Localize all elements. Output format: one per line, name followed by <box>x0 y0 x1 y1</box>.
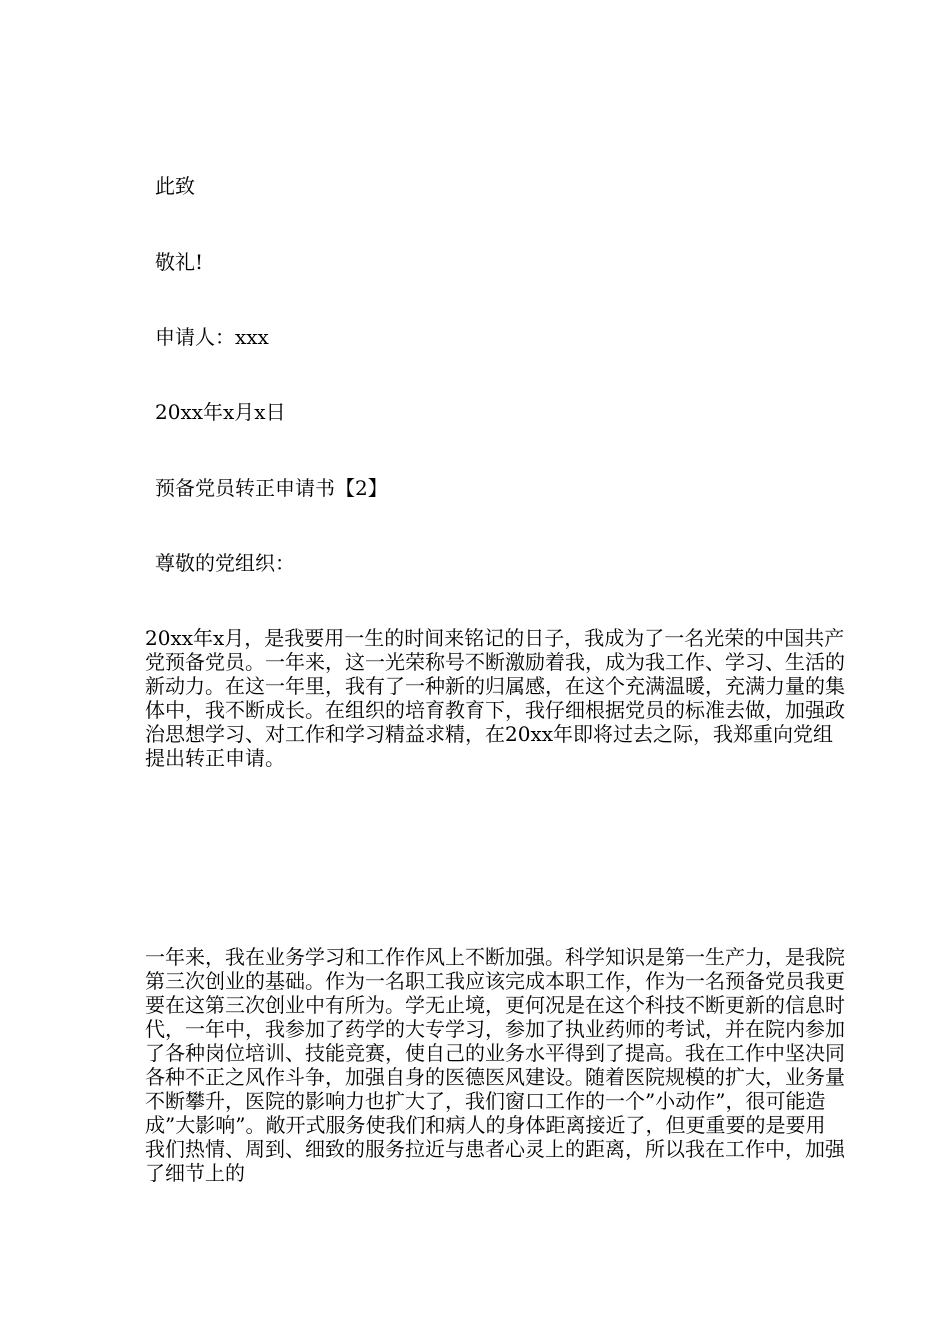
section-title: 预备党员转正申请书【2】 <box>155 476 388 500</box>
closing-text: 此致 <box>155 174 195 198</box>
body-paragraph-1: 20xx年x月，是我要用一生的时间来铭记的日子，我成为了一名光荣的中国共产党预备党员。一年来，这一光荣称号不断激励着我，成为我工作、学习、生活的新动力。在这一年里，我有了一种新的归属感，在这个充满温暖，充满力量的集体中，我不断成长。在组织的培育教育下，我仔细根据党员的标准去做，加强政治思想学习、对工作和学习精益求精，在20xx年即将过去之际，我郑重向党组提出转正申请。 <box>145 626 845 770</box>
body-paragraph-2: 一年来，我在业务学习和工作作风上不断加强。科学知识是第一生产力，是我院第三次创业的基础。作为一名职工我应该完成本职工作，作为一名预备党员我更要在这第三次创业中有所为。学无止境，更何况是在这个科技不断更新的信息时代，一年中，我参加了药学的大专学习，参加了执业药师的考试，并在院内参加了各种岗位培训、技能竞赛，使自己的业务水平得到了提高。我在工作中坚决同各种不正之风作斗争，加强自身的医德医风建设。随着医院规模的扩大，业务量不断攀升，医院的影响力也扩大了，我们窗口工作的一个”小动作”，很可能造成”大影响”。敞开式服务使我们和病人的身体距离接近了，但更重要的是要用我们热情、周到、细致的服务拉近与患者心灵上的距离，所以我在工作中，加强了细节上的 <box>145 945 845 1185</box>
applicant-line: 申请人：xxx <box>155 325 269 349</box>
date-line: 20xx年x月x日 <box>155 400 286 424</box>
salute-text: 敬礼! <box>155 250 204 274</box>
greeting-text: 尊敬的党组织： <box>155 551 295 575</box>
